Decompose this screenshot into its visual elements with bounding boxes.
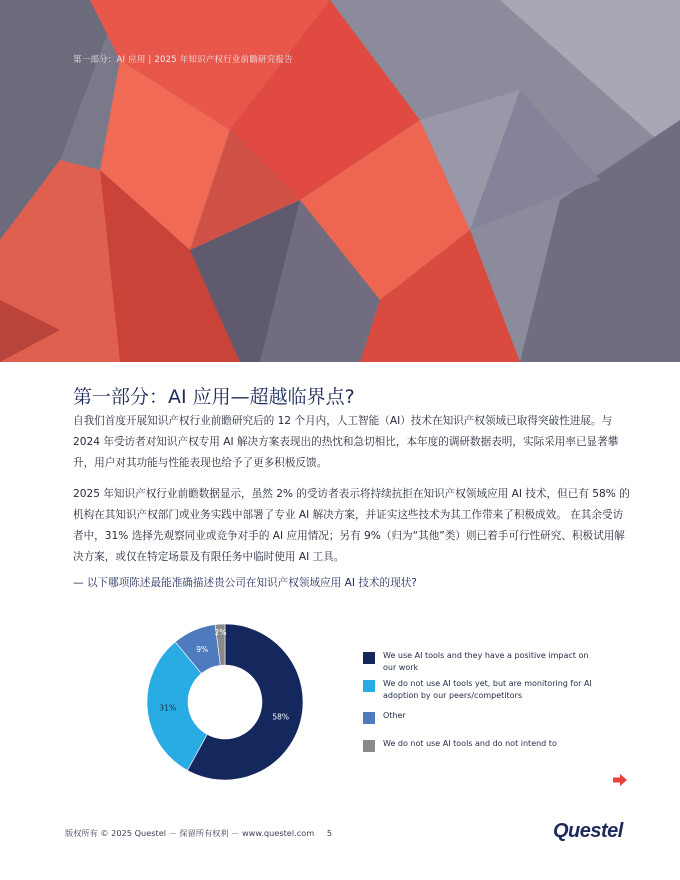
- page-footer: [65, 828, 332, 839]
- donut-chart: [140, 617, 310, 787]
- arrow-right-icon[interactable]: [613, 774, 627, 786]
- slice-data-label: 31%: [159, 703, 177, 713]
- legend-swatch: [363, 740, 375, 752]
- slice-data-label: 58%: [272, 712, 290, 722]
- page-number: 5: [326, 828, 333, 838]
- brand-logo: Questel: [553, 820, 623, 842]
- footer-copyright: 版权所有 © 2025 Questel － 保留所有权利 － www.questel.com: [65, 828, 315, 838]
- legend-swatch: [363, 680, 375, 692]
- slice-data-label: 9%: [196, 645, 209, 655]
- section-title: 第一部分：AI 应用—超越临界点?: [73, 386, 355, 408]
- legend-swatch: [363, 712, 375, 724]
- running-head: 第一部分：AI 应用 | 2025 年知识产权行业前瞻研究报告: [73, 55, 293, 65]
- slice-data-label: 2%: [214, 628, 227, 638]
- legend-label: We use AI tools and they have a positive impact on our work: [383, 651, 589, 672]
- findings-paragraph: 2025 年知识产权行业前瞻数据显示，虽然 2% 的受访者表示将持续抗拒在知识产权领域应用 AI 技术，但已有 58% 的机构在其知识产权部门或业务实践中部署了专业 AI 解决方案，并证实这些技术为其工作带来了积极成效。 在其余受访者中，31% 选择先观察同业或竞争对手的 AI 应用情况；另有 9%（归为“其他”类）则已着手可行性研究、积极试用解决方案，或仅在特定场景及有限任务中临时使用 AI 工具。: [73, 488, 630, 563]
- intro-paragraph: 自我们首度开展知识产权行业前瞻研究后的 12 个月内，人工智能（AI）技术在知识产权领域已取得突破性进展。与 2024 年受访者对知识产权专用 AI 解决方案表现出的热忱和急切相比，本年度的调研数据表明，实际采用率已显著攀升，用户对其功能与性能表现也给予了更多积极反馈。: [73, 415, 619, 469]
- legend-swatch: [363, 652, 375, 664]
- hero-image: [0, 0, 680, 362]
- legend-label: We do not use AI tools and do not intend to: [383, 739, 557, 748]
- legend-label: Other: [383, 711, 406, 720]
- survey-question: — 以下哪项陈述最能准确描述贵公司在知识产权领域应用 AI 技术的现状?: [73, 577, 417, 589]
- legend-label: We do not use AI tools yet, but are monitoring for AI adoption by our peers/competitors: [383, 679, 592, 700]
